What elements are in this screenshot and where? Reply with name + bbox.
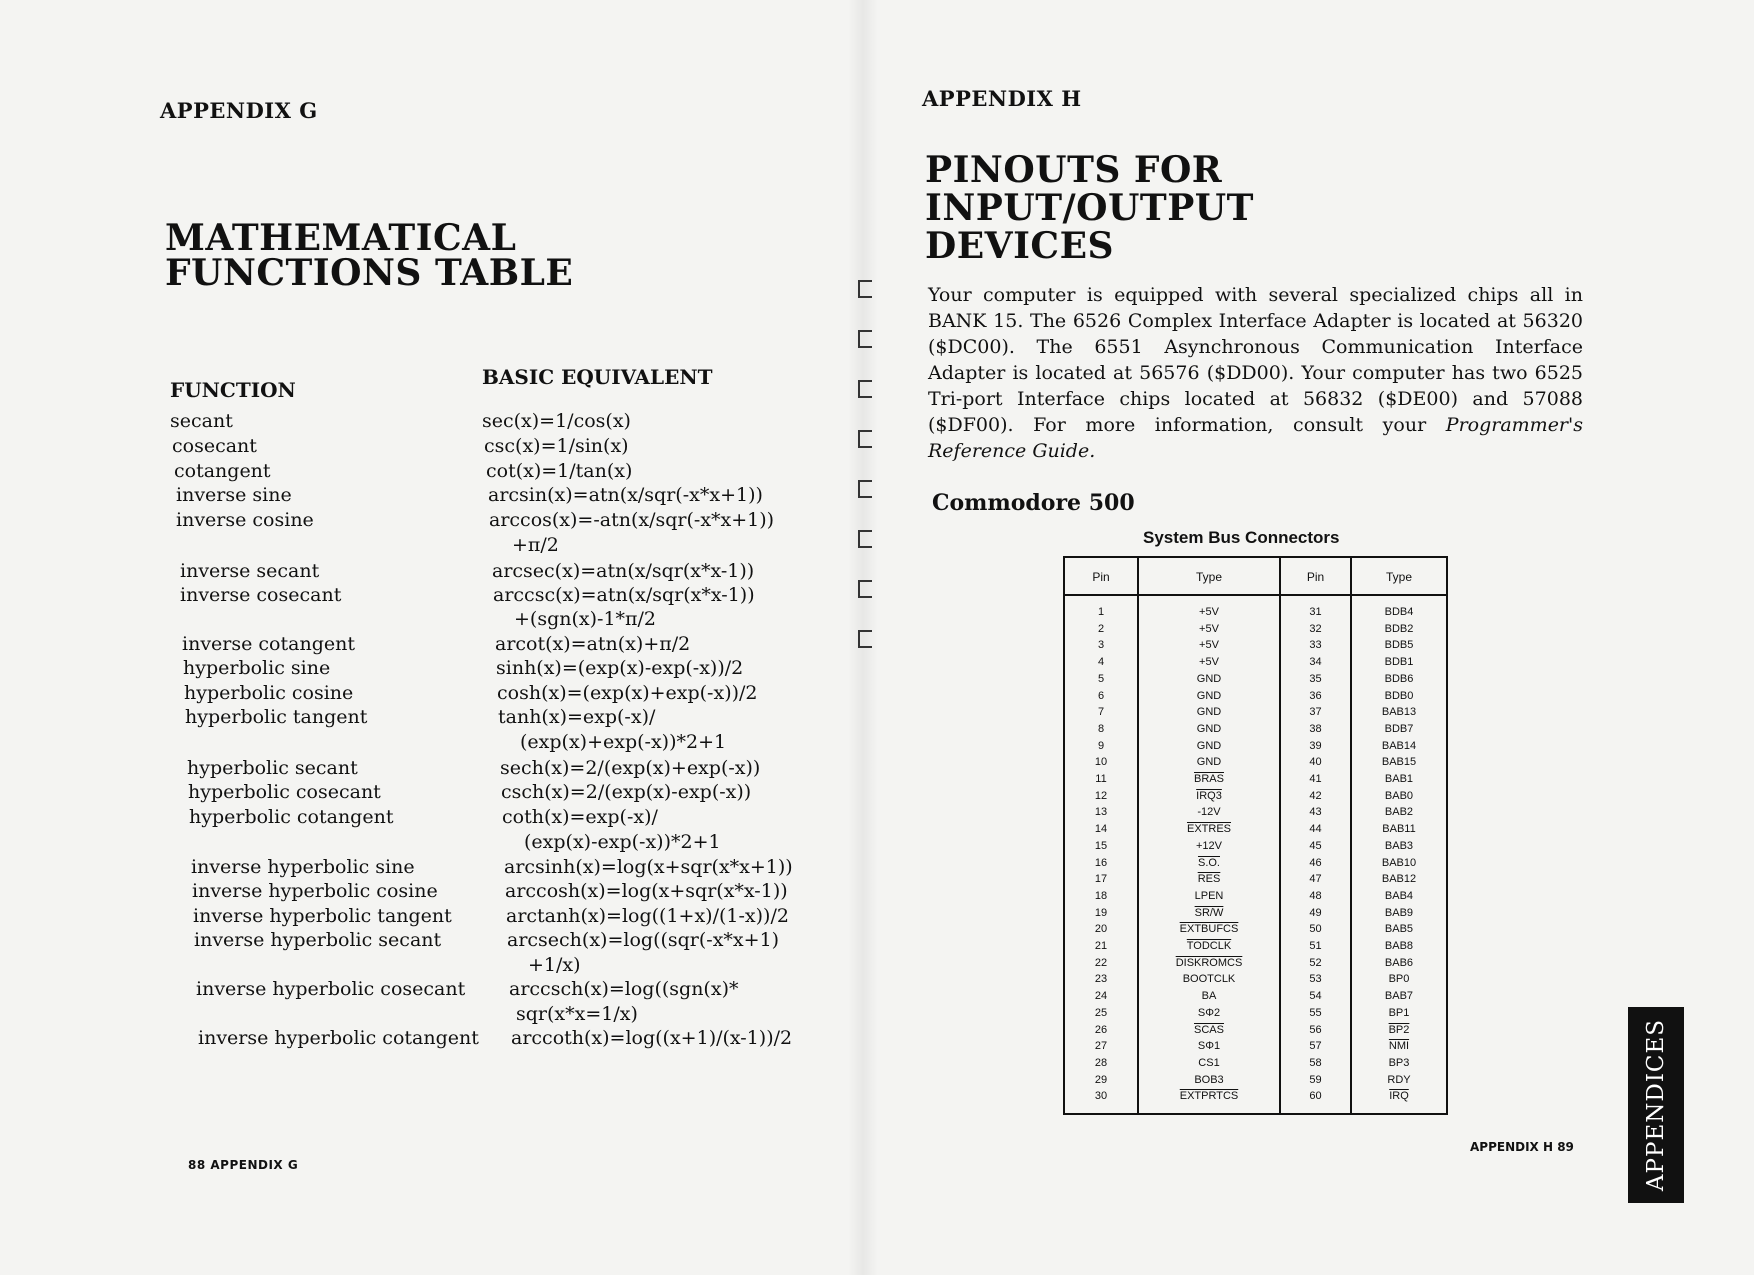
pin-type: SΦ1 [1197,1040,1221,1053]
pin-type: BDB6 [1384,672,1414,685]
pin-type: $\overline{IRQ}$ [1389,1090,1409,1103]
appendix-h-label: APPENDIX H [922,86,1082,111]
pin-number: 20 [1094,923,1108,936]
pin-number: 21 [1094,940,1108,952]
pin-type: +5V [1199,639,1219,652]
pin-type: BRAS [1194,773,1224,785]
function-name: hyperbolic sine [183,657,331,679]
pin-type: BP2 [1388,1023,1410,1036]
pin-number: 15 [1094,839,1108,852]
basic-equivalent: arcsech(x)=log((sqr(-x*x+1) [507,929,780,951]
pin-type: BAB15 [1381,756,1417,769]
basic-equivalent: arctanh(x)=log((1+x)/(1-x))/2 [506,905,789,927]
function-name: inverse sine [176,484,292,506]
function-name: inverse cotangent [182,633,355,655]
pin-number: 30 [1094,1090,1108,1103]
pin-type: BAB4 [1384,889,1414,902]
appendices-side-tab [1628,1007,1684,1203]
function-name: secant [170,410,233,432]
pin-type: BAB6 [1384,956,1414,969]
pin-type: GND [1196,689,1222,702]
pin-type: SR/W [1194,906,1224,919]
pin-number: 53 [1309,973,1322,986]
pin-number: 3 [1097,639,1105,652]
pin-type: BDB4 [1384,606,1414,618]
pin-number: 33 [1309,639,1322,652]
column-header-basic-equivalent: BASIC EQUIVALENT [482,365,713,389]
pin-number: 48 [1309,889,1322,902]
pin-number: 50 [1309,923,1322,936]
pin-type: +12V [1196,839,1222,852]
side-tab-label: APPENDICES [1643,1018,1669,1192]
pin-type: EXTBUFCS [1179,923,1239,936]
pin-number: 35 [1309,672,1322,685]
table-header-divider [1065,594,1446,596]
pin-number: 17 [1094,873,1108,886]
column-header-pin: Pin [1092,570,1110,584]
pin-type: BDB1 [1384,656,1414,669]
pin-type: BP0 [1388,973,1410,986]
pin-type: GND [1196,739,1222,752]
pin-number: 12 [1094,789,1108,802]
function-name: hyperbolic secant [187,757,358,779]
pin-number: 4 [1097,656,1105,669]
pin-number: 58 [1309,1056,1322,1069]
pin-number: 44 [1309,823,1322,836]
gutter-mark [858,280,872,298]
function-name: hyperbolic cosecant [188,781,381,803]
function-name: inverse hyperbolic secant [194,929,442,951]
pin-number: 39 [1309,739,1322,752]
pin-number: 57 [1309,1040,1322,1053]
pin-type: BDB5 [1384,639,1414,652]
page-footer-right: APPENDIX H 89 [1470,1140,1574,1154]
page-title-line3: DEVICES [925,225,1115,267]
pin-number: 47 [1309,873,1322,886]
pin-type: +5V [1199,622,1219,635]
page-footer-left: 88 APPENDIX G [188,1158,299,1172]
pin-type: BP3 [1388,1056,1410,1069]
pin-type: GND [1196,706,1222,719]
pin-number: 1 [1097,606,1105,618]
basic-equivalent: arccsch(x)=log((sgn(x)* [509,978,739,1000]
pin-number: 6 [1097,689,1105,702]
pin-number: 56 [1309,1023,1322,1036]
pin-number: 27 [1094,1040,1108,1053]
left-page [0,0,860,1275]
function-name: hyperbolic tangent [185,706,368,728]
pin-type: $\overline{RES}$ [1197,873,1221,886]
pin-number: 51 [1309,940,1322,952]
basic-equivalent: arcsinh(x)=log(x+sqr(x*x+1)) [504,856,793,878]
pin-type: BA [1201,990,1217,1003]
basic-equivalent: csc(x)=1/sin(x) [484,435,629,457]
pin-number: 32 [1309,622,1322,635]
basic-equivalent: arcsin(x)=atn(x/sqr(-x*x+1)) [488,484,763,506]
pin-number: 37 [1309,706,1322,719]
basic-equivalent: sech(x)=2/(exp(x)+exp(-x)) [500,757,761,779]
basic-equivalent: arcot(x)=atn(x)+π/2 [495,633,691,655]
pin-type: BAB9 [1384,906,1414,919]
basic-equivalent: (exp(x)-exp(-x))*2+1 [524,831,721,853]
intro-text: Your computer is equipped with several specialized chips all in BANK 15. The 6526 Complex Interface Adapter is located at 56320 ($DC00). The 6551 Asynchronous Communication Interface Adapter is located at 56576 ($DD00). Your computer has two 6525 Tri-port Interface chips located at 56832 ($DE00) and 57088 ($DF00). For more information, consult your [928,284,1583,436]
page-title-line1: MATHEMATICAL [165,217,517,259]
pin-type: BAB13 [1381,706,1417,719]
function-name: hyperbolic cosine [184,682,354,704]
pin-number: 38 [1309,722,1322,735]
basic-equivalent: csch(x)=2/(exp(x)-exp(-x)) [501,781,752,803]
pin-type: SΦ2 [1197,1006,1221,1019]
pin-number: 28 [1094,1056,1108,1069]
pin-type: GND [1196,756,1222,769]
function-name: hyperbolic cotangent [189,806,394,828]
pin-type: BAB14 [1381,739,1417,752]
pin-number: 40 [1309,756,1322,769]
pin-type: BDB0 [1384,689,1414,702]
pin-type: +5V [1199,656,1219,669]
pin-number: 25 [1094,1006,1108,1019]
section-heading: Commodore 500 [932,490,1135,516]
pin-type: BAB8 [1384,940,1414,952]
pin-number: 43 [1309,806,1322,819]
page-title-line2: INPUT/OUTPUT [925,187,1254,229]
pin-type: CS1 [1198,1056,1220,1069]
function-name: inverse hyperbolic cotangent [198,1027,479,1049]
pin-type: DISKROMCS [1175,956,1243,969]
pin-number: 7 [1097,706,1105,719]
column-header-type: Type [1195,570,1222,584]
column-header-pin: Pin [1306,570,1325,584]
function-name: cosecant [172,435,257,457]
page-title-line1: PINOUTS FOR [925,149,1223,191]
pin-type: S.O. [1197,856,1220,869]
pin-type: BAB1 [1384,773,1414,785]
pin-number: 29 [1094,1073,1108,1086]
pin-type: BAB5 [1384,923,1414,936]
pin-type: RDY [1387,1073,1411,1086]
gutter-mark [858,630,872,648]
pin-type: -12V [1197,806,1221,819]
pin-number: 2 [1097,622,1105,635]
pin-type: SCAS [1194,1023,1224,1036]
pin-type: EXTRES [1186,823,1231,836]
function-name: inverse hyperbolic cosine [192,880,438,902]
gutter-mark [858,330,872,348]
basic-equivalent: coth(x)=exp(-x)/ [502,806,658,828]
function-name: cotangent [174,460,271,482]
pin-type: TODCLK [1186,940,1232,952]
basic-equivalent: +(sgn(x)-1*π/2 [514,608,657,630]
pin-type: BDB7 [1384,722,1414,735]
system-bus-connectors-table [1063,556,1448,1115]
pin-type: BOOTCLK [1182,973,1236,986]
pin-number: 36 [1309,689,1322,702]
pin-number: 13 [1094,806,1108,819]
pin-type: GND [1196,722,1222,735]
basic-equivalent: cosh(x)=(exp(x)+exp(-x))/2 [497,682,758,704]
pin-number: 8 [1097,722,1105,735]
basic-equivalent: cot(x)=1/tan(x) [486,460,633,482]
pin-number: 41 [1309,773,1322,785]
pin-number: 16 [1094,856,1108,869]
pin-number: 49 [1309,906,1322,919]
basic-equivalent: arccsc(x)=atn(x/sqr(x*x-1)) [493,584,755,606]
gutter-mark [858,580,872,598]
basic-equivalent: arccoth(x)=log((x+1)/(x-1))/2 [511,1027,793,1049]
pin-type: BOB3 [1194,1073,1224,1086]
pin-number: 9 [1097,739,1105,752]
intro-paragraph [928,282,1583,464]
pin-number: 46 [1309,856,1322,869]
pin-number: 11 [1095,773,1107,785]
pin-number: 10 [1094,756,1108,769]
pin-number: 54 [1309,990,1322,1003]
pin-type: BAB7 [1384,990,1414,1003]
pin-number: 34 [1309,656,1322,669]
pin-number: 14 [1094,823,1108,836]
pin-number: 59 [1309,1073,1322,1086]
pin-type: BAB12 [1381,873,1417,886]
pin-number: 45 [1309,839,1322,852]
pin-number: 19 [1094,906,1108,919]
pin-type: BAB0 [1384,789,1414,802]
function-name: inverse secant [180,560,320,582]
page-title-line2: FUNCTIONS TABLE [165,252,574,294]
pin-number: 24 [1094,990,1108,1003]
basic-equivalent: tanh(x)=exp(-x)/ [498,706,656,728]
column-header-function: FUNCTION [170,378,296,402]
function-name: inverse hyperbolic sine [191,856,415,878]
basic-equivalent: arccosh(x)=log(x+sqr(x*x-1)) [505,880,788,902]
table-title: System Bus Connectors [1143,528,1340,547]
basic-equivalent: +1/x) [528,954,581,976]
pin-type: LPEN [1194,889,1224,902]
pin-number: 22 [1094,956,1108,969]
function-name: inverse cosine [176,509,314,531]
pin-type: BP1 [1388,1006,1410,1019]
function-name: inverse cosecant [180,584,342,606]
basic-equivalent: arccos(x)=-atn(x/sqr(-x*x+1)) [489,509,775,531]
basic-equivalent: (exp(x)+exp(-x))*2+1 [520,731,727,753]
pin-number: 52 [1309,956,1322,969]
pin-type: IRQ3 [1196,789,1222,802]
basic-equivalent: arcsec(x)=atn(x/sqr(x*x-1)) [492,560,755,582]
gutter-mark [858,380,872,398]
pin-number: 26 [1094,1023,1108,1036]
function-name: inverse hyperbolic cosecant [196,978,466,1000]
pin-number: 55 [1309,1006,1322,1019]
basic-equivalent: sec(x)=1/cos(x) [482,410,631,432]
appendix-g-label: APPENDIX G [160,98,318,123]
pin-number: 18 [1094,889,1108,902]
gutter-mark [858,430,872,448]
basic-equivalent: sinh(x)=(exp(x)-exp(-x))/2 [496,657,744,679]
reference-guide-title: Programmer's Reference Guide. [928,414,1583,462]
pin-number: 5 [1097,672,1105,685]
pin-type: BAB2 [1384,806,1414,819]
pin-type: BDB2 [1384,622,1414,635]
pin-type: EXTPRTCS [1179,1090,1239,1103]
pin-type: BAB10 [1381,856,1417,869]
function-name: inverse hyperbolic tangent [193,905,452,927]
pin-number: 60 [1309,1090,1322,1103]
pin-type: BAB3 [1384,839,1414,852]
gutter-mark [858,530,872,548]
basic-equivalent: sqr(x*x=1/x) [516,1003,638,1025]
basic-equivalent: +π/2 [512,534,559,556]
pin-number: 42 [1309,789,1322,802]
pin-type: +5V [1199,606,1219,618]
column-header-type: Type [1385,570,1412,584]
pin-type: BAB11 [1382,823,1416,836]
pin-number: 31 [1309,606,1322,618]
gutter-mark [858,480,872,498]
pin-type: $\overline{NMI}$ [1388,1040,1410,1053]
pin-number: 23 [1094,973,1108,986]
pin-type: GND [1196,672,1222,685]
